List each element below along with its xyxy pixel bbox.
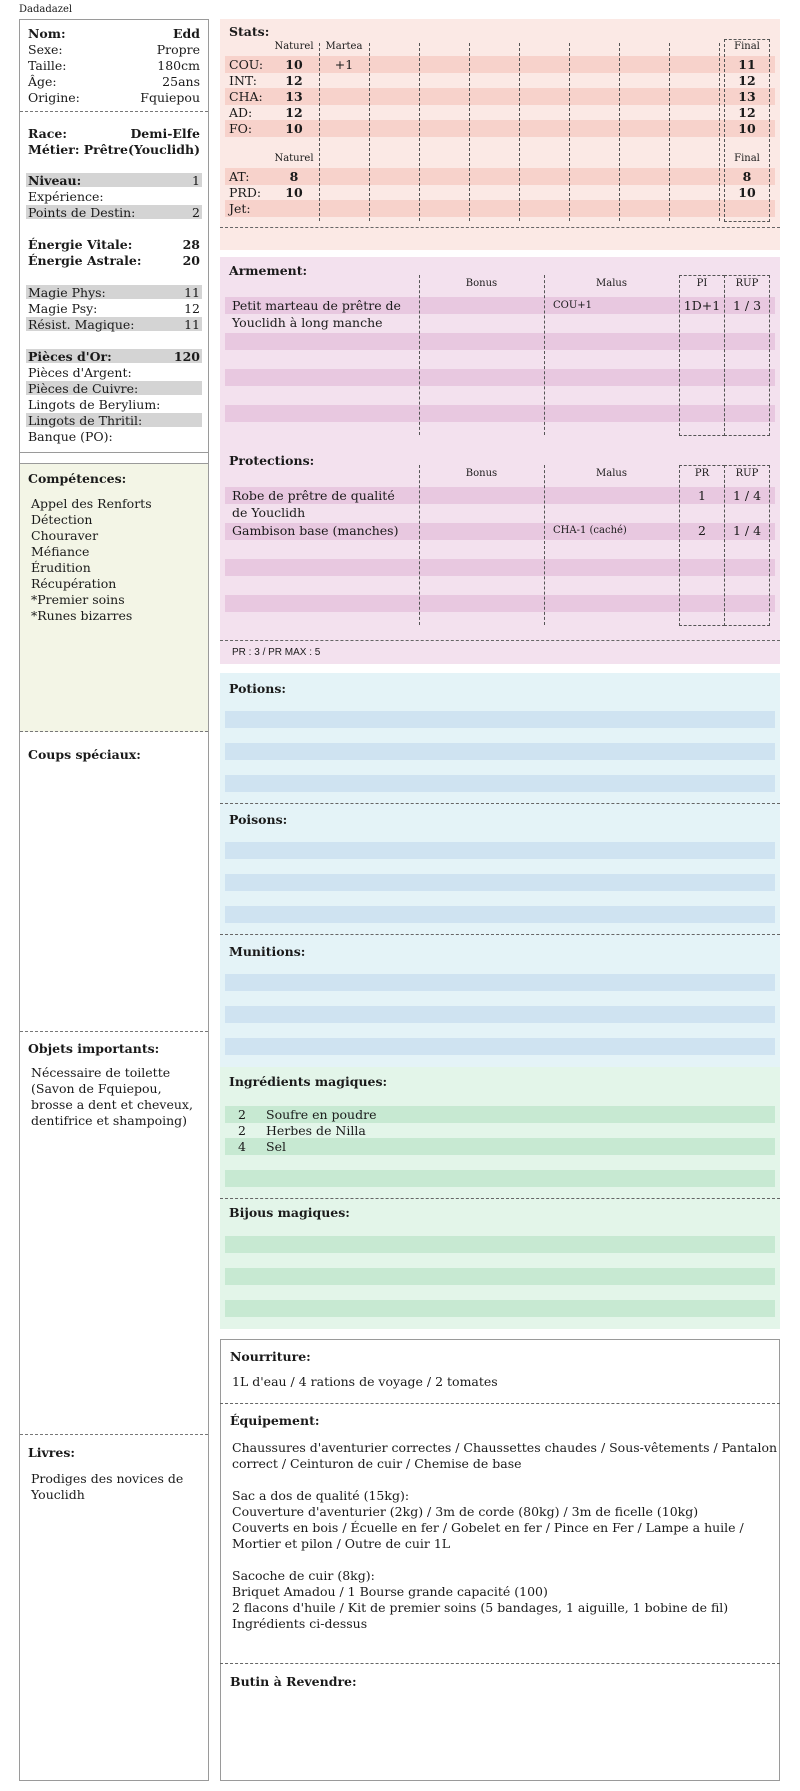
munitions-section [220, 935, 780, 1067]
stripe [225, 1038, 775, 1055]
divider [220, 640, 780, 641]
competence-item[interactable]: Appel des Renforts [31, 496, 152, 511]
weapon-rup[interactable]: 1 / 3 [732, 298, 762, 313]
equipment-line[interactable]: Chaussures d'aventurier correctes / Chaussettes chaudes / Sous-vêtements / Pantalon [232, 1440, 778, 1455]
competence-item[interactable]: Chouraver [31, 528, 99, 543]
stripe [225, 743, 775, 760]
stripe [225, 1006, 775, 1023]
competences-section [20, 463, 208, 732]
column-line [369, 43, 370, 221]
food-text[interactable]: 1L d'eau / 4 rations de voyage / 2 tomates [232, 1374, 498, 1389]
competence-item[interactable]: *Runes bizarres [31, 608, 133, 623]
stats-col-martea: Martea [325, 41, 363, 52]
divider [20, 1434, 208, 1435]
armor-rup[interactable]: 1 / 4 [732, 523, 762, 538]
ingredient-name[interactable]: Herbes de Nilla [266, 1123, 366, 1138]
book-line[interactable]: Prodiges des novices de [31, 1471, 184, 1486]
stripe [225, 874, 775, 891]
berylium-row: Lingots de Berylium: [28, 397, 161, 412]
combat-naturel[interactable]: 10 [285, 185, 303, 200]
competence-item[interactable]: Récupération [31, 576, 117, 591]
equipment-title: Équipement: [230, 1413, 320, 1428]
stat-final[interactable]: 10 [738, 121, 756, 136]
weapon-malus[interactable]: COU+1 [553, 300, 593, 311]
protections-col-pr: PR [694, 468, 710, 479]
gold-row: Pièces d'Or: 120 [28, 349, 200, 364]
stat-final[interactable]: 12 [738, 73, 756, 88]
armor-malus[interactable]: CHA-1 (caché) [553, 525, 627, 536]
column-line [419, 465, 420, 625]
column-line [544, 465, 545, 625]
equipment-line[interactable]: Couverts en bois / Écuelle en fer / Gobelet en fer / Pince en Fer / Lampe a huile / [232, 1520, 744, 1535]
bijoux-section [220, 1199, 780, 1329]
stat-martea[interactable]: +1 [334, 57, 354, 72]
divider [220, 1403, 780, 1404]
combat-col-naturel: Naturel [274, 153, 314, 164]
armor-pr[interactable]: 1 [698, 488, 706, 503]
protections-col-rup: RUP [735, 468, 759, 479]
stat-naturel[interactable]: 13 [285, 89, 303, 104]
column-line [719, 43, 720, 221]
important-item-line[interactable]: dentifrice et shampoing) [31, 1113, 188, 1128]
divider [20, 1031, 208, 1032]
stat-final[interactable]: 12 [738, 105, 756, 120]
thritil-row: Lingots de Thritil: [28, 413, 143, 428]
experience-row: Expérience: [28, 189, 104, 204]
column-line [544, 275, 545, 435]
sheet-owner: Dadadazel [19, 4, 73, 15]
armement-col-malus: Malus [596, 278, 627, 289]
stat-final[interactable]: 13 [738, 89, 756, 104]
important-item-line[interactable]: brosse a dent et cheveux, [31, 1097, 193, 1112]
magic-psy-row: Magie Psy: 12 [28, 301, 200, 316]
stats-col-naturel: Naturel [274, 41, 314, 52]
armor-name[interactable]: Gambison base (manches) [232, 523, 399, 538]
competence-item[interactable]: Érudition [31, 560, 91, 575]
food-title: Nourriture: [230, 1349, 311, 1364]
column-line [519, 43, 520, 221]
level-row: Niveau: 1 [28, 173, 200, 188]
divider [220, 227, 780, 228]
equipment-line[interactable]: Sac a dos de qualité (15kg): [232, 1488, 410, 1503]
special-moves-title: Coups spéciaux: [28, 747, 141, 762]
combat-label: AT: [229, 169, 250, 184]
competence-item[interactable]: *Premier soins [31, 592, 125, 607]
armement-title: Armement: [229, 263, 308, 278]
armor-name[interactable]: Robe de prêtre de qualité [232, 488, 395, 503]
stripe [225, 1300, 775, 1317]
pr-total: PR : 3 / PR MAX : 5 [232, 647, 321, 658]
poisons-section [220, 804, 780, 935]
divider [220, 1663, 780, 1664]
armement-col-bonus: Bonus [465, 278, 498, 289]
ingredient-name[interactable]: Soufre en poudre [266, 1107, 377, 1122]
ingredient-qty[interactable]: 2 [238, 1123, 246, 1138]
protections-col-bonus: Bonus [465, 468, 498, 479]
combat-final[interactable]: 8 [742, 169, 752, 184]
potions-section [220, 673, 780, 804]
equipment-line[interactable]: correct / Ceinturon de cuir / Chemise de base [232, 1456, 522, 1471]
armement-col-pi: PI [696, 278, 708, 289]
stat-naturel[interactable]: 10 [285, 121, 303, 136]
stats-col-final: Final [734, 41, 760, 52]
stat-label: AD: [229, 105, 253, 120]
stripe [225, 842, 775, 859]
ingredients-section [220, 1067, 780, 1199]
astral-energy-row: Énergie Astrale: 20 [28, 253, 200, 268]
important-item-line[interactable]: Nécessaire de toilette [31, 1065, 171, 1080]
column-line [419, 43, 420, 221]
column-line [569, 43, 570, 221]
stripe [225, 775, 775, 792]
armor-rup[interactable]: 1 / 4 [732, 488, 762, 503]
stat-label: COU: [229, 57, 264, 72]
equipment-line[interactable]: Briquet Amadou / 1 Bourse grande capacité (100) [232, 1584, 548, 1599]
important-items-title: Objets importants: [28, 1041, 160, 1056]
vital-energy-row: Énergie Vitale: 28 [28, 237, 200, 252]
armement-col-rup: RUP [735, 278, 759, 289]
silver-row: Pièces d'Argent: [28, 365, 132, 380]
important-item-line[interactable]: (Savon de Fquiepou, [31, 1081, 162, 1096]
ingredient-qty[interactable]: 2 [238, 1107, 246, 1122]
identity-row: Âge: 25ans [28, 74, 200, 89]
loot-title: Butin à Revendre: [230, 1674, 357, 1689]
combat-label: Jet: [229, 201, 251, 216]
stat-label: INT: [229, 73, 257, 88]
stripe [225, 200, 775, 217]
stripe [225, 974, 775, 991]
metier-row: Métier: Prêtre(Youclidh) [28, 142, 200, 157]
stripe [225, 1138, 775, 1155]
stat-final[interactable]: 11 [738, 57, 756, 72]
combat-label: PRD: [229, 185, 262, 200]
inventory-section [220, 1339, 780, 1781]
protections-col-malus: Malus [596, 468, 627, 479]
stripe [225, 1170, 775, 1187]
poisons-title: Poisons: [229, 812, 288, 827]
character-sidebar [19, 19, 209, 1781]
stats-title: Stats: [229, 24, 270, 39]
ingredients-title: Ingrédients magiques: [229, 1074, 388, 1089]
stripe [225, 1268, 775, 1285]
equipment-line[interactable]: Mortier et pilon / Outre de cuir 1L [232, 1536, 451, 1551]
ingredient-name[interactable]: Sel [266, 1139, 286, 1154]
munitions-title: Munitions: [229, 944, 306, 959]
protections-title: Protections: [229, 453, 315, 468]
stat-naturel[interactable]: 10 [285, 57, 303, 72]
equipment-line[interactable]: Ingrédients ci-dessus [232, 1616, 368, 1631]
weapon-name[interactable]: Youclidh à long manche [232, 315, 383, 330]
identity-row: Origine: Fquiepou [28, 90, 200, 105]
copper-row: Pièces de Cuivre: [28, 381, 139, 396]
weapon-name[interactable]: Petit marteau de prêtre de [232, 298, 401, 313]
combat-final[interactable]: 10 [738, 185, 756, 200]
combat-naturel[interactable]: 8 [289, 169, 299, 184]
identity-row: Nom: Edd [28, 26, 200, 41]
equipment-line[interactable]: 2 flacons d'huile / Kit de premier soins (5 bandages, 1 aiguille, 1 bobine de fil) [232, 1600, 729, 1615]
competence-item[interactable]: Détection [31, 512, 93, 527]
stat-label: CHA: [229, 89, 263, 104]
stats-section [220, 19, 780, 250]
potions-title: Potions: [229, 681, 287, 696]
bank-row: Banque (PO): [28, 429, 113, 444]
column-line [669, 43, 670, 221]
column-line [619, 43, 620, 221]
stripe [225, 1236, 775, 1253]
magic-resist-row: Résist. Magique: 11 [28, 317, 200, 332]
armement-section [220, 257, 780, 447]
equipment-line[interactable]: Couverture d'aventurier (2kg) / 3m de corde (80kg) / 3m de ficelle (10kg) [232, 1504, 699, 1519]
weapon-pi[interactable]: 1D+1 [683, 298, 721, 313]
combat-col-final: Final [734, 153, 760, 164]
stat-naturel[interactable]: 12 [285, 73, 303, 88]
divider [20, 111, 208, 112]
bijoux-title: Bijous magiques: [229, 1205, 350, 1220]
armor-name[interactable]: de Youclidh [232, 505, 306, 520]
divider [20, 452, 208, 453]
stripe [225, 711, 775, 728]
stripe [225, 906, 775, 923]
book-line[interactable]: Youclidh [31, 1487, 85, 1502]
race-row: Race: Demi-Elfe [28, 126, 200, 141]
equipment-line[interactable]: Sacoche de cuir (8kg): [232, 1568, 375, 1583]
identity-row: Taille: 180cm [28, 58, 200, 73]
column-line [419, 275, 420, 435]
stat-naturel[interactable]: 12 [285, 105, 303, 120]
protections-section [220, 447, 780, 664]
ingredient-qty[interactable]: 4 [238, 1139, 246, 1154]
destiny-row: Points de Destin: 2 [28, 205, 200, 220]
magic-phys-row: Magie Phys: 11 [28, 285, 200, 300]
armor-pr[interactable]: 2 [698, 523, 706, 538]
competence-item[interactable]: Méfiance [31, 544, 90, 559]
books-title: Livres: [28, 1445, 75, 1460]
identity-row: Sexe: Propre [28, 42, 200, 57]
column-line [469, 43, 470, 221]
competences-title: Compétences: [28, 471, 127, 486]
stat-label: FO: [229, 121, 253, 136]
